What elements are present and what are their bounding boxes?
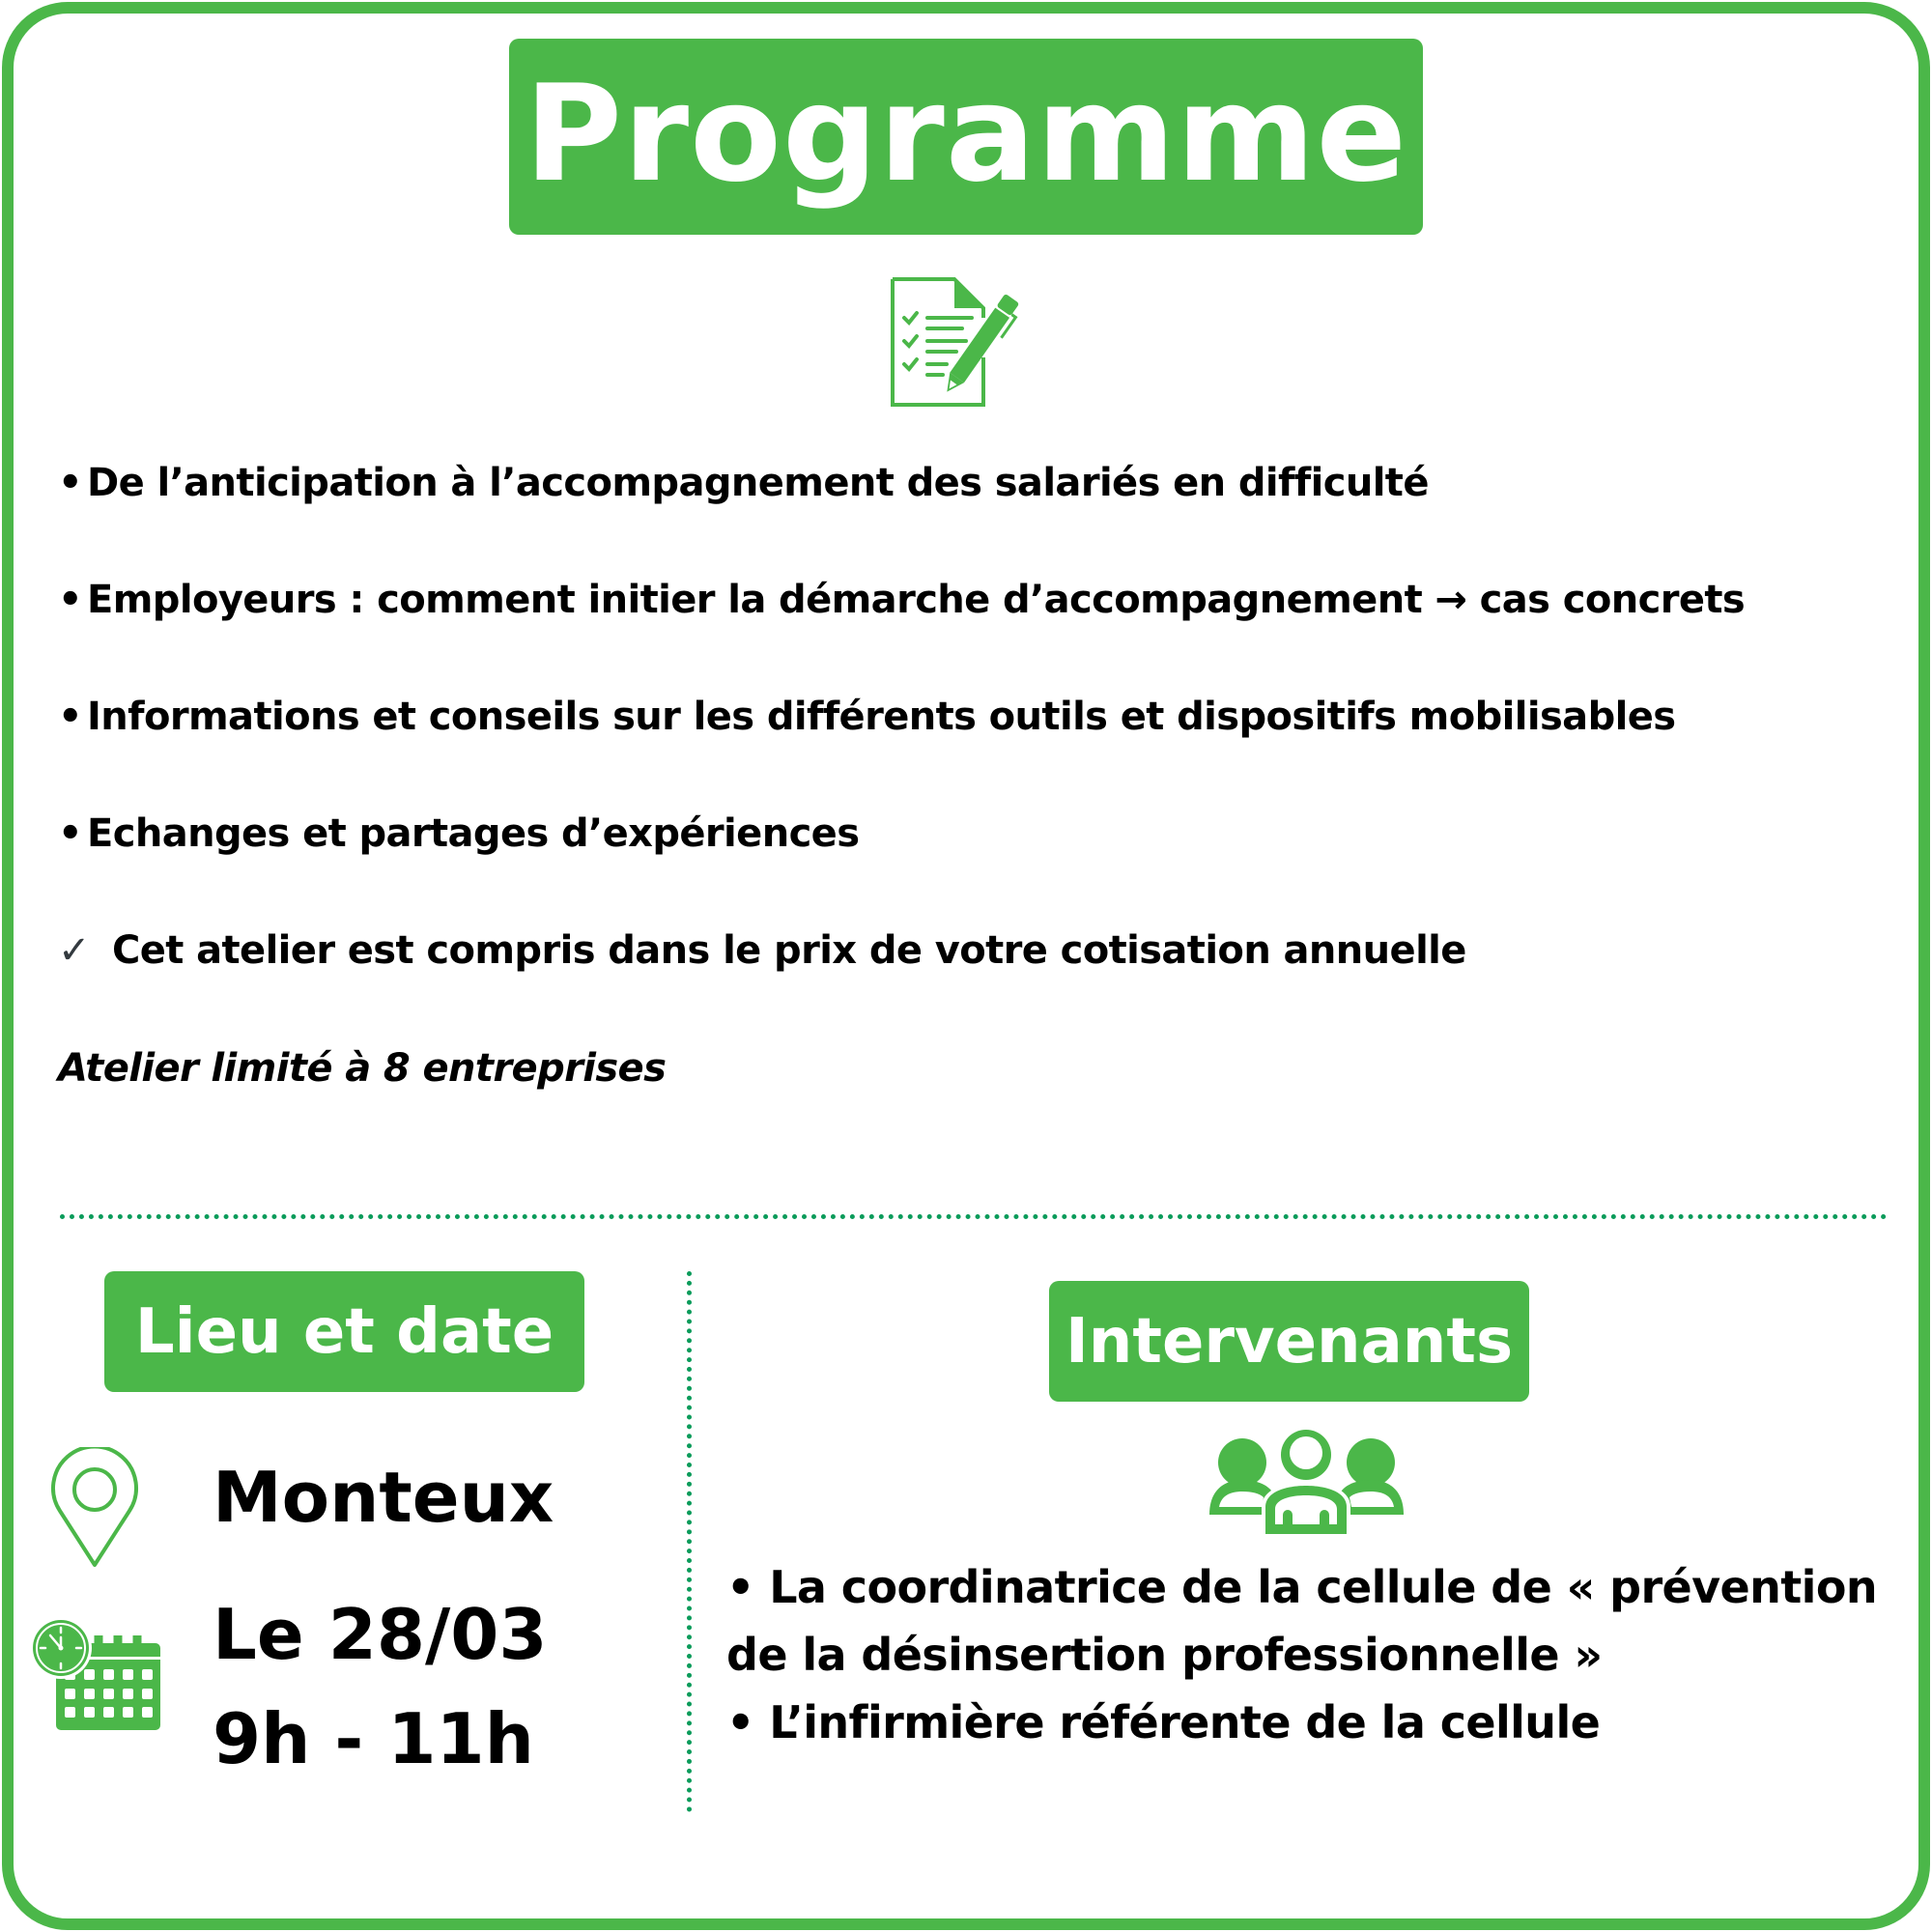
document-checklist-pen-icon: [887, 275, 1027, 411]
speakers-heading-text: Intervenants: [1065, 1305, 1514, 1378]
speaker-line: de la désinsertion professionnelle »: [726, 1629, 1603, 1681]
program-item: [58, 577, 1745, 623]
included-note: [58, 927, 1466, 974]
bullet: •: [58, 578, 82, 622]
event-date: Le 28/03: [213, 1594, 548, 1675]
map-pin-icon: [50, 1447, 139, 1569]
speaker-line: • La coordinatrice de la cellule de « prévention: [726, 1561, 1877, 1613]
speakers-heading: [1049, 1281, 1529, 1402]
page-title: [509, 39, 1423, 235]
limit-note: Atelier limité à 8 entreprises: [58, 1046, 667, 1091]
program-item-text: Informations et conseils sur les différents outils et dispositifs mobilisables: [87, 695, 1676, 739]
horizontal-divider: [60, 1214, 1888, 1219]
checkmark-icon: ✓: [58, 928, 90, 973]
location-place: Monteux: [213, 1457, 554, 1538]
speaker-line: • L’infirmière référente de la cellule: [726, 1696, 1601, 1748]
group-people-icon: [1208, 1430, 1406, 1536]
calendar-clock-icon: [29, 1616, 164, 1732]
bullet: •: [58, 811, 82, 856]
program-item-text: Echanges et partages d’expériences: [87, 811, 860, 856]
included-note-text: Cet atelier est compris dans le prix de votre cotisation annuelle: [112, 928, 1466, 973]
program-item-text: De l’anticipation à l’accompagnement des salariés en difficulté: [87, 461, 1429, 505]
program-item: [58, 460, 1429, 506]
bullet: •: [58, 695, 82, 739]
program-item: [58, 694, 1675, 740]
vertical-divider: [687, 1271, 692, 1812]
location-date-heading-text: Lieu et date: [134, 1295, 554, 1368]
page-title-text: Programme: [524, 55, 1408, 212]
bullet: •: [58, 461, 82, 505]
event-time: 9h - 11h: [213, 1698, 534, 1779]
program-item: [58, 810, 859, 857]
location-date-heading: [104, 1271, 584, 1392]
program-item-text: Employeurs : comment initier la démarche d’accompagnement → cas concrets: [87, 578, 1746, 622]
